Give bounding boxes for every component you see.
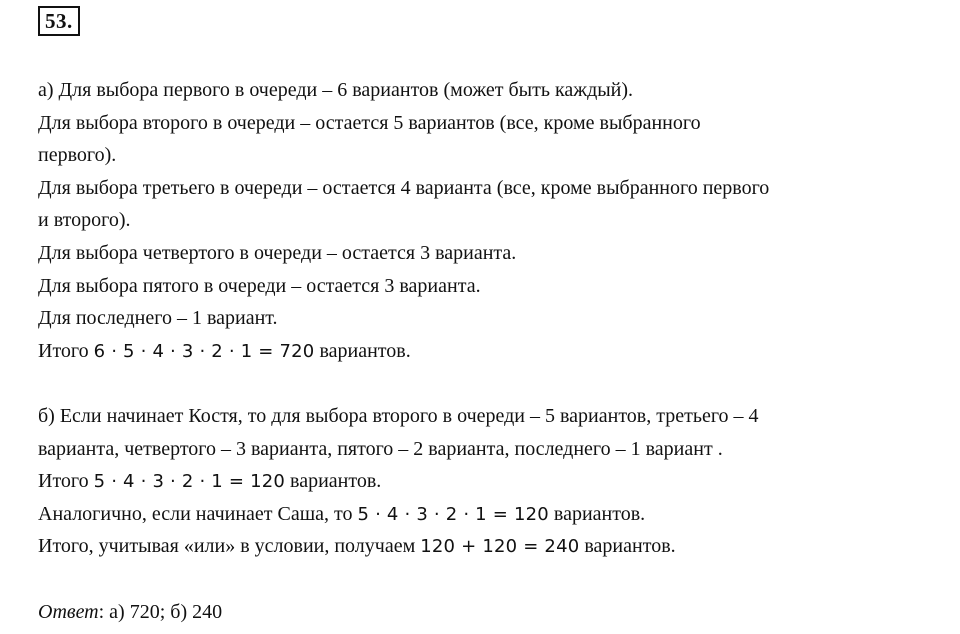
part-a-line: первого). [38,144,117,167]
part-a-line: Для последнего – 1 вариант. [38,307,278,330]
paragraph-gap [38,563,928,596]
part-b-similar-suffix: вариантов. [548,502,646,525]
part-b-line: варианта, четвертого – 3 варианта, пятого – 2 варианта, последнего – 1 вариант . [38,437,723,460]
part-a-line: Для выбора пятого в очереди – остается 3 варианта. [38,274,481,297]
part-b-similar-formula: 5 ⋅ 4 ⋅ 3 ⋅ 2 ⋅ 1 = 120 [357,503,549,525]
part-b-total-prefix: Итого [38,470,94,493]
part-a [38,74,928,367]
answer-line [38,596,928,629]
part-a-total-formula: 6 ⋅ 5 ⋅ 4 ⋅ 3 ⋅ 2 ⋅ 1 = 720 [93,340,315,362]
part-a-line: а) Для выбора первого в очереди – 6 вариантов (может быть каждый). [38,79,634,101]
part-b-total-formula: 5 ⋅ 4 ⋅ 3 ⋅ 2 ⋅ 1 = 120 [93,471,286,493]
part-b-final-formula: 120 + 120 = 240 [420,536,580,558]
part-b-line: б) Если начинает Костя, то для выбора второго в очереди – 5 вариантов, третьего – 4 [38,404,759,427]
part-a-line: Для выбора четвертого в очереди – остается 3 варианта. [38,241,517,264]
part-b-total-suffix: вариантов. [285,470,382,493]
paragraph-gap [38,367,928,400]
part-a-line: и второго). [38,209,131,232]
part-a-line: Для выбора третьего в очереди – остается 4 варианта (все, кроме выбранного первого [38,176,770,199]
part-b-final [38,530,928,563]
part-b-similar-prefix: Аналогично, если начинает Саша, то [38,502,358,525]
part-b-total [38,465,928,498]
part-b-final-prefix: Итого, учитывая «или» в условии, получаем [38,535,421,558]
problem-number: 53. [38,6,80,36]
part-b [38,400,928,563]
answer-text: : а) 720; б) 240 [98,600,223,623]
part-a-line: Для выбора второго в очереди – остается 5 вариантов (все, кроме выбранного [38,111,701,134]
part-a-total-prefix: Итого [38,339,94,362]
solution-content [38,74,928,628]
part-b-similar [38,498,928,531]
answer-label: Ответ [38,600,99,623]
part-b-final-suffix: вариантов. [579,535,676,558]
part-a-total-suffix: вариантов. [314,339,411,362]
part-a-total [38,335,928,368]
